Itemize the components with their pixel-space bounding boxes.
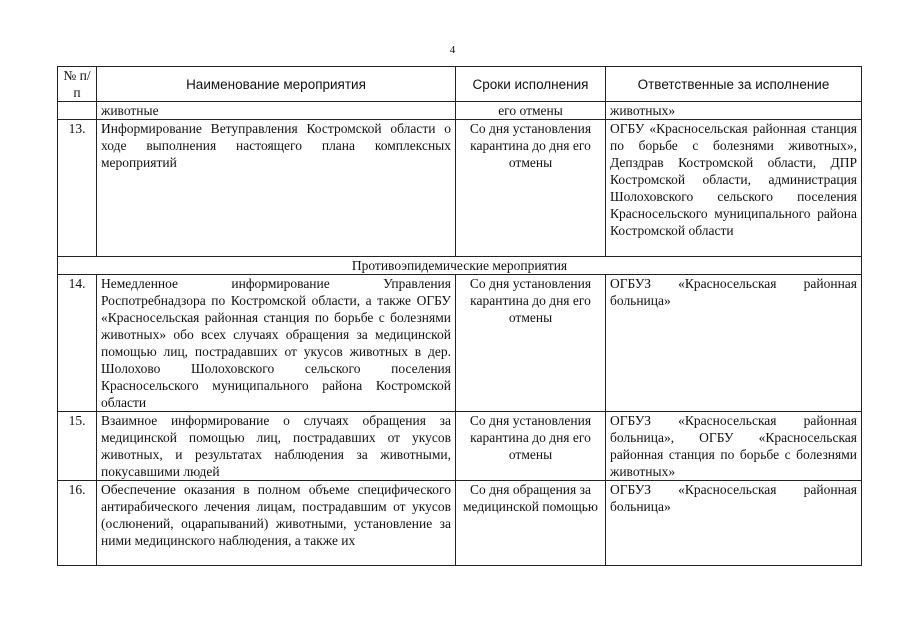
cell-responsible: ОГБУ «Красносельская районная станция по борьбе с болезнями животных», Депздрав Костромской области, ДПР Костромской области, администрация Шолоховского сельского поселения Красносельского муниципального района Костромской области <box>606 120 862 257</box>
cell-num: 16. <box>58 481 97 566</box>
cell-num: 13. <box>58 120 97 257</box>
cell-name: Немедленное информирование Управления Роспотребнадзора по Костромской области, а также ОГБУ «Красносельская районная станция по борьбе с болезнями животных» обо всех случаях обращения за медицинской помощью лиц, пострадавших от укусов животных в дер. Шолохово Шолоховского сельского поселения Красносельского муниципального района Костромской области <box>97 275 456 412</box>
cell-responsible: ОГБУЗ «Красносельская районная больница» <box>606 481 862 566</box>
table-row <box>58 412 862 481</box>
table-row <box>58 481 862 566</box>
section-row <box>58 257 862 275</box>
cell-name: Обеспечение оказания в полном объеме специфического антирабического лечения лицам, пострадавшим от укусов (ослюнений, оцарапываний) животными, установление за ними медицинского наблюдения, а также их <box>97 481 456 566</box>
page-number: 4 <box>449 44 456 56</box>
table-row-continuation <box>58 102 862 120</box>
cell-term: Со дня установления карантина до дня его отмены <box>456 120 606 257</box>
cell-num: 14. <box>58 275 97 412</box>
cell-num <box>58 102 97 120</box>
cell-term: Со дня установления карантина до дня его отмены <box>456 412 606 481</box>
cell-name: Информирование Ветуправления Костромской области о ходе выполнения настоящего плана комплексных мероприятий <box>97 120 456 257</box>
cell-term: Со дня обращения за медицинской помощью <box>456 481 606 566</box>
header-responsible: Ответственные за исполнение <box>606 67 862 102</box>
header-num: № п/п <box>58 67 97 102</box>
table-row <box>58 120 862 257</box>
section-title: Противоэпидемические мероприятия <box>58 257 862 275</box>
cell-term: его отмены <box>456 102 606 120</box>
measures-table <box>57 66 862 566</box>
header-name: Наименование мероприятия <box>97 67 456 102</box>
cell-responsible: животных» <box>606 102 862 120</box>
table-row <box>58 275 862 412</box>
header-term: Сроки исполнения <box>456 67 606 102</box>
cell-name: животные <box>97 102 456 120</box>
cell-num: 15. <box>58 412 97 481</box>
cell-responsible: ОГБУЗ «Красносельская районная больница», ОГБУ «Красносельская районная станция по борьбе с болезнями животных» <box>606 412 862 481</box>
cell-term: Со дня установления карантина до дня его отмены <box>456 275 606 412</box>
table-header-row <box>58 67 862 102</box>
cell-name: Взаимное информирование о случаях обращения за медицинской помощью лиц, пострадавших от укусов животных, и результатах наблюдения за животными, покусавшими людей <box>97 412 456 481</box>
cell-responsible: ОГБУЗ «Красносельская районная больница» <box>606 275 862 412</box>
